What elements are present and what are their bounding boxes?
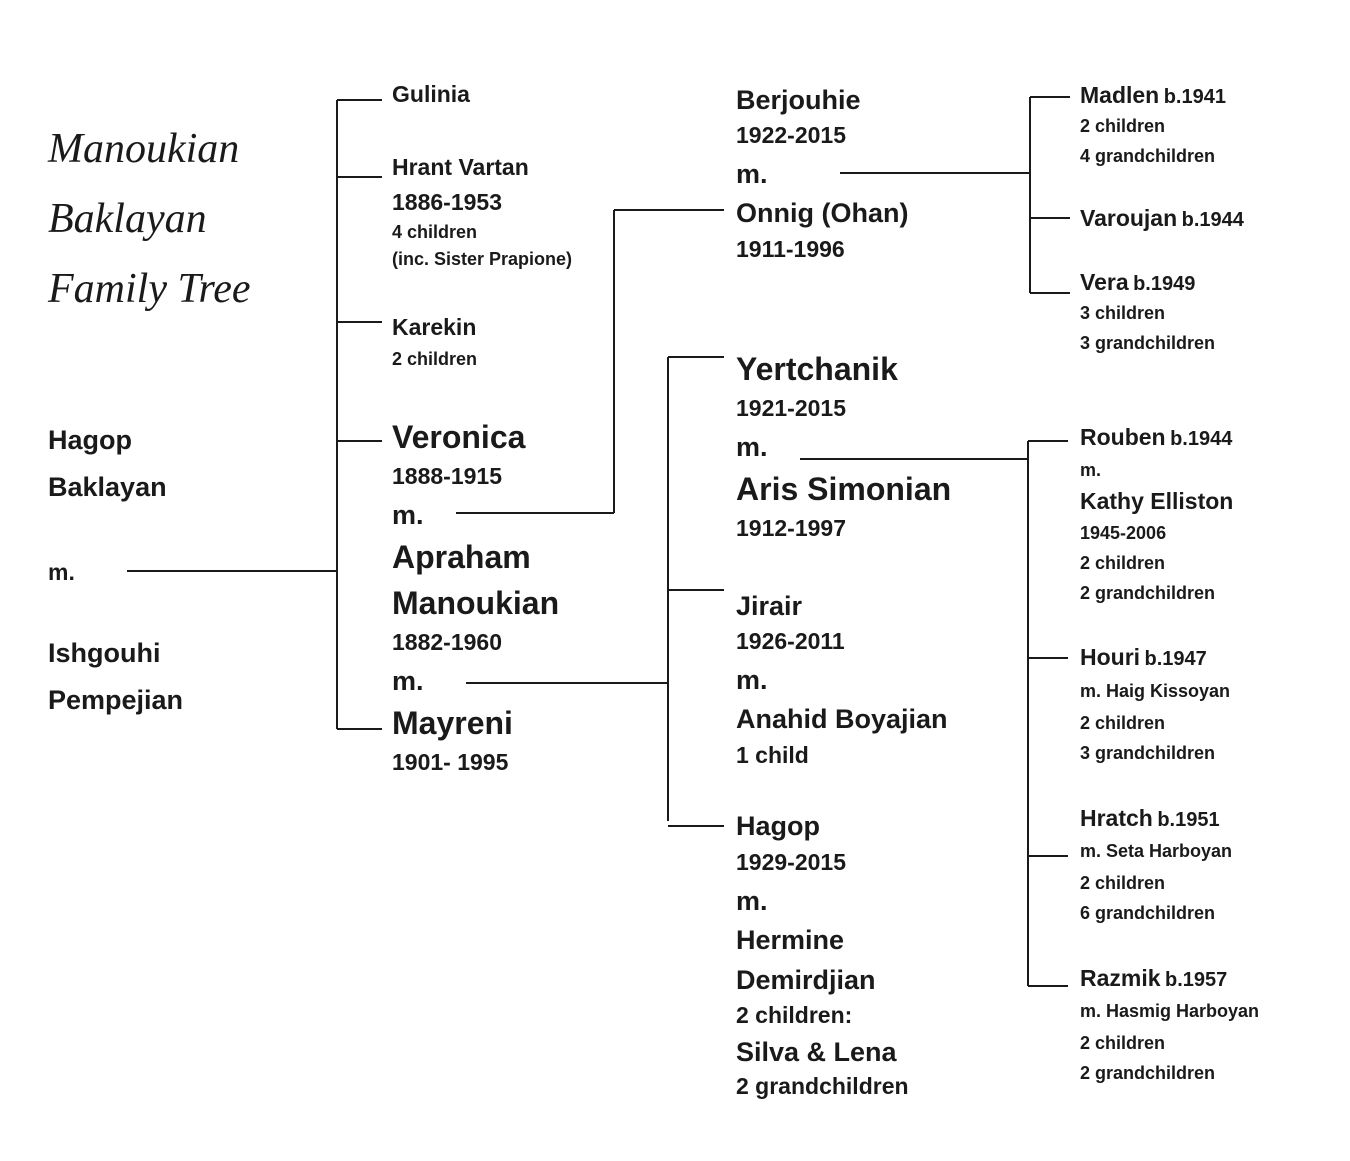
hagop-married: m. [736,886,768,916]
jirair-name: Jirair [736,591,803,621]
karekin-children: 2 children [392,349,478,369]
ishgouhi-last: Pempejian [48,685,184,715]
hagop-grandchildren: 2 grandchildren [736,1073,909,1099]
hagop-baklayan-last: Baklayan [48,472,167,502]
onnig-name: Onnig (Ohan) [736,198,909,228]
hagop-years: 1929-2015 [736,849,846,875]
title-line-2: Baklayan [48,196,207,242]
vera-entry [1080,271,1195,294]
hermine-first: Hermine [736,925,845,955]
razmik-entry [1080,967,1227,990]
houri-married: m. Haig Kissoyan [1080,681,1231,701]
varoujan-birth: b.1944 [1181,209,1244,231]
madlen-name: Madlen [1080,82,1160,108]
vera-birth: b.1949 [1133,273,1196,295]
hrant-years: 1886-1953 [392,189,502,215]
razmik-grandchildren: 2 grandchildren [1080,1063,1216,1083]
hratch-married: m. Seta Harboyan [1080,841,1233,861]
houri-entry [1080,646,1207,669]
apraham-last: Manoukian [392,585,560,621]
hrant-children: 4 children [392,222,478,242]
kathy-name: Kathy Elliston [1080,488,1234,514]
veronica-married: m. [392,500,424,530]
berjouhie-years: 1922-2015 [736,122,846,148]
razmik-children: 2 children [1080,1033,1166,1053]
hratch-children: 2 children [1080,873,1166,893]
anahid-children: 1 child [736,742,809,768]
madlen-entry [1080,84,1226,107]
kathy-years: 1945-2006 [1080,523,1167,543]
vera-children: 3 children [1080,303,1166,323]
rouben-birth: b.1944 [1170,428,1233,450]
hagop-children: 2 children: [736,1002,853,1028]
madlen-children: 2 children [1080,116,1166,136]
veronica-years: 1888-1915 [392,463,502,489]
razmik-name: Razmik [1080,965,1161,991]
ishgouhi-first: Ishgouhi [48,638,161,668]
aris-name: Aris Simonian [736,471,952,507]
hagop-children-names: Silva & Lena [736,1037,897,1067]
yertchanik-married: m. [736,432,768,462]
berjouhie-married: m. [736,159,768,189]
vera-grandchildren: 3 grandchildren [1080,333,1216,353]
veronica-name: Veronica [392,419,526,455]
varoujan-entry [1080,207,1244,230]
rouben-entry [1080,426,1232,449]
madlen-birth: b.1941 [1163,86,1226,108]
berjouhie-name: Berjouhie [736,85,861,115]
rouben-name: Rouben [1080,424,1166,450]
hratch-name: Hratch [1080,805,1153,831]
karekin-name: Karekin [392,314,477,340]
hratch-grandchildren: 6 grandchildren [1080,903,1216,923]
razmik-birth: b.1957 [1165,969,1228,991]
yertchanik-years: 1921-2015 [736,395,846,421]
title-line-1: Manoukian [48,126,240,172]
houri-birth: b.1947 [1144,648,1207,670]
hrant-name: Hrant Vartan [392,154,529,180]
title-line-3: Family Tree [48,266,251,312]
houri-grandchildren: 3 grandchildren [1080,743,1216,763]
onnig-years: 1911-1996 [736,236,845,262]
jirair-married: m. [736,665,768,695]
madlen-grandchildren: 4 grandchildren [1080,146,1216,166]
hagop-name: Hagop [736,811,820,841]
rouben-children: 2 children [1080,553,1166,573]
aris-years: 1912-1997 [736,515,846,541]
mayreni-married: m. [392,666,424,696]
root-married: m. [48,559,75,585]
razmik-married: m. Hasmig Harboyan [1080,1001,1260,1021]
houri-name: Houri [1080,644,1141,670]
hratch-birth: b.1951 [1157,809,1220,831]
yertchanik-name: Yertchanik [736,351,898,387]
mayreni-name: Mayreni [392,705,513,741]
hrant-note: (inc. Sister Prapione) [392,249,573,269]
varoujan-name: Varoujan [1080,205,1178,231]
rouben-grandchildren: 2 grandchildren [1080,583,1216,603]
mayreni-years: 1901- 1995 [392,749,509,775]
hagop-baklayan-first: Hagop [48,425,132,455]
apraham-first: Apraham [392,539,531,575]
jirair-years: 1926-2011 [736,628,845,654]
hratch-entry [1080,807,1220,830]
houri-children: 2 children [1080,713,1166,733]
rouben-married: m. [1080,460,1102,480]
apraham-years: 1882-1960 [392,629,502,655]
hermine-last: Demirdjian [736,965,876,995]
vera-name: Vera [1080,269,1129,295]
gulinia-name: Gulinia [392,81,470,107]
anahid-name: Anahid Boyajian [736,704,948,734]
